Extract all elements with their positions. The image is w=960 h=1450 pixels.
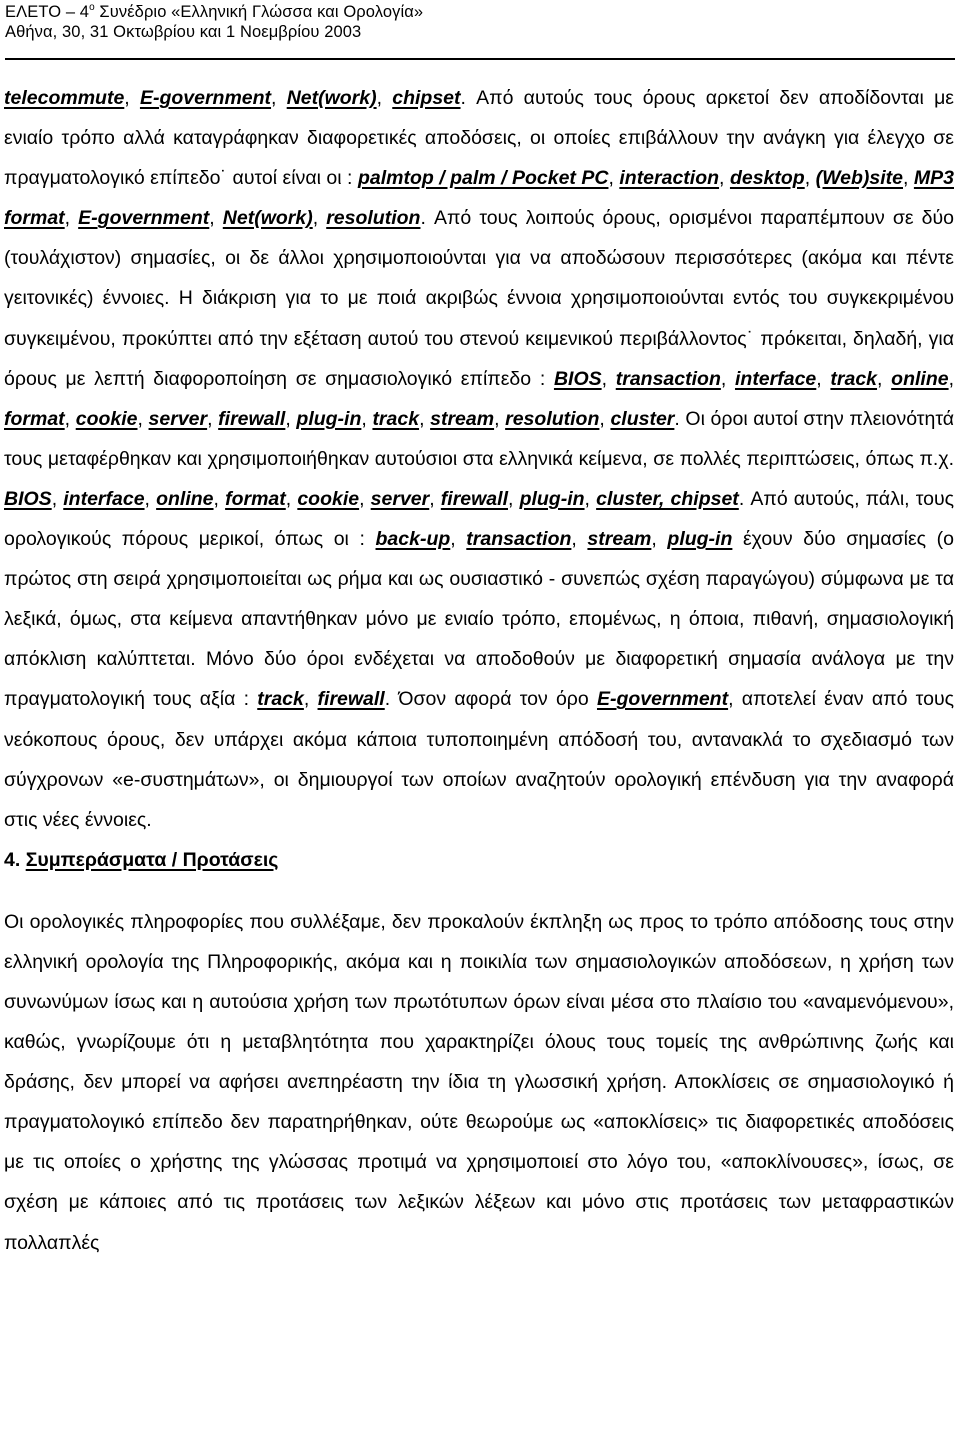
technical-term: transaction	[466, 528, 572, 551]
paragraph-text: ,	[64, 207, 79, 230]
technical-term: BIOS	[4, 487, 52, 510]
technical-term: track	[257, 688, 304, 711]
technical-term: resolution	[326, 207, 421, 230]
technical-term: E-government	[596, 688, 729, 711]
paragraph-text: ,	[361, 407, 373, 430]
paragraph-text: . Από αυτούς, πάλι, τους ορολογικούς πόρους μερικοί, όπως οι :	[4, 487, 955, 551]
technical-term: E-government	[139, 87, 272, 109]
paragraph-text: . Από τους λοιπούς όρους, ορισμένοι παραπέμπουν σε δύο (τουλάχιστον) σημασίες, οι δε άλλοι χρησιμοποιούνται για να αποδώσουν περισσότερες (ακόμα και πέντε γειτονικές) έννοιες. Η διάκριση για το με ποιά ακριβώς έννοια χρησιμοποιούνται εντός του συγκεκριμένου συγκειμένου, προκύπτει από την εξέταση αυτού του στενού κειμενικού περιβάλλοντος˙ πρόκειται, δηλαδή, για όρους με λεπτή διαφοροποίηση σε σημασιολογικό επίπεδο :	[4, 207, 954, 390]
paragraph-text: ,	[124, 87, 140, 109]
technical-term: online	[156, 487, 214, 510]
technical-term: cookie	[297, 487, 360, 510]
technical-term: stream	[430, 407, 495, 430]
conference-date: Αθήνα, 30, 31 Οκτωβρίου και 1 Νοεμβρίου 2003	[5, 23, 362, 41]
paragraph-text: ,	[207, 407, 219, 430]
paragraph-text: ,	[64, 407, 76, 430]
technical-term: interaction	[619, 167, 720, 190]
technical-term: interface	[63, 487, 145, 510]
technical-term: BIOS	[553, 367, 602, 390]
technical-term: server	[370, 487, 430, 510]
paragraph-text: έχουν δύο σημασίες (ο πρώτος στη σειρά χρησιμοποιείται ως ρήμα και ως ουσιαστικό - συνεπώς σχέση παραγώγου) σύμφωνα με τα λεξικά, όμως, στα κείμενα απαντήθηκαν μόνο με ενιαίο τρόπο, επομένως, η όποια, πιθανή, σημασιολογική απόκλιση καλύπτεται. Μόνο δύο όροι ενδέχεται να αποδοθούν με διαφορετική σημασία ανάλογα με την πραγματολογική τους αξία :	[4, 528, 954, 711]
paragraph-conclusions: Οι ορολογικές πληροφορίες που συλλέξαμε, δεν προκαλούν έκπληξη ως προς το τρόπο απόδοσης τους στην ελληνική ορολογία της Πληροφορικής, ακόμα και η ποικιλία των σημασιολογικών αποδόσεων, η χρήση των συνωνύμων ίσως και η αυτούσια χρήση των πρωτότυπων όρων είναι μέσα στο πλαίσιο του «αναμενόμενου», καθώς, γνωρίζουμε ότι η μεταβλητότητα που χαρακτηρίζει όλους τους τομείς της ανθρώπινης ζωής και δράσης, δεν μπορεί να αφήσει ανεπηρέαστη την ίδια τη γλωσσική χρήση. Αποκλίσεις σε σημασιολογικό ή πραγματολογικό επίπεδο δεν παρατηρήθηκαν, ούτε θεωρούμε ως «αποκλίσεις» τις διαφορετικές αποδόσεις με τις οποίες ο χρήστης της γλώσσας προτιμά να χρησιμοποιεί στο λόγο του, «αποκλίνουσες», ίσως, σε σχέση με κάποιες από τις προτάσεις των λεξικών λέξεων και μόνο στις προτάσεις των μεταφραστικών πολλαπλές	[4, 910, 954, 1254]
paragraph-text: ,	[599, 407, 611, 430]
paragraph-text: ,	[719, 167, 730, 190]
technical-term: firewall	[440, 487, 508, 510]
paragraph-text: ,	[144, 487, 157, 510]
technical-term: server	[148, 407, 208, 430]
paragraph-text: ,	[429, 487, 441, 510]
conference-title-start: ΕΛΕΤΟ – 4	[5, 3, 90, 21]
technical-term: telecommute	[4, 87, 125, 109]
technical-term: E-government	[78, 207, 210, 230]
paragraph-text: ,	[51, 487, 64, 510]
technical-term: firewall	[317, 688, 385, 711]
paragraph-text: ,	[312, 207, 327, 230]
technical-term: desktop	[729, 167, 805, 190]
paragraph-text: ,	[903, 167, 914, 190]
technical-term: track	[830, 367, 878, 390]
technical-term: interface	[734, 367, 817, 390]
paragraph-text: ,	[494, 407, 506, 430]
paragraph-text: . Οι όροι αυτοί στην πλειονότητά τους μεταφέρθηκαν και χρησιμοποιήθηκαν αυτούσιοι στα ελληνικά κείμενα, σε πολλές περιπτώσεις, όπως π.χ.	[4, 407, 955, 470]
paragraph-text: ,	[359, 487, 371, 510]
technical-term: cluster, chipset	[596, 487, 739, 510]
technical-term: track	[372, 407, 420, 430]
paragraph-text: ,	[720, 367, 735, 390]
paragraph-text: ,	[376, 87, 393, 109]
paragraph-text: . Όσον αφορά τον όρο	[384, 688, 597, 711]
ordinal-superscript: ο	[89, 2, 95, 13]
technical-term: palmtop / palm / Pocket PC	[357, 167, 609, 190]
technical-term: format	[225, 487, 286, 510]
technical-term: transaction	[615, 367, 721, 390]
paragraph-text: ,	[285, 407, 297, 430]
technical-term: firewall	[218, 407, 286, 430]
paragraph-terms-analysis	[4, 78, 954, 840]
technical-term: online	[891, 367, 949, 390]
paragraph-text: . Από αυτούς τους όρους αρκετοί δεν αποδίδονται με ενιαίο τρόπο αλλά καταγράφηκαν διαφορετικές αποδόσεις, οι οποίες επιβάλλουν την ανάγκη για έλεγχο σε πραγματολογικό επίπεδο˙ αυτοί είναι οι :	[4, 87, 955, 190]
paragraph-text: ,	[584, 487, 597, 510]
document-body	[4, 78, 954, 1263]
technical-term: plug-in	[667, 528, 733, 551]
paragraph-text: ,	[209, 207, 223, 230]
technical-term: back-up	[375, 528, 451, 551]
paragraph-text: ,	[213, 487, 226, 510]
technical-term: (Web)site	[815, 167, 903, 190]
technical-term: stream	[587, 528, 652, 551]
paragraph-text: ,	[877, 367, 892, 390]
section-title: Συμπεράσματα / Προτάσεις	[25, 848, 279, 871]
paragraph-text: ,	[571, 528, 588, 551]
technical-term: cluster	[610, 407, 675, 430]
technical-term: resolution	[505, 407, 600, 430]
paragraph-text: ,	[816, 367, 831, 390]
paragraph-text: ,	[303, 688, 318, 711]
paragraph-text: ,	[651, 528, 668, 551]
conference-title	[5, 2, 955, 22]
technical-term: format	[4, 407, 65, 430]
paragraph-text: ,	[285, 487, 298, 510]
paragraph-spacing	[4, 880, 954, 902]
page-header	[5, 2, 955, 60]
paragraph-text: ,	[419, 407, 431, 430]
paragraph-text: ,	[450, 528, 467, 551]
technical-term: plug-in	[296, 407, 362, 430]
technical-term: cookie	[75, 407, 138, 430]
technical-term: plug-in	[519, 487, 585, 510]
technical-term: Net(work)	[222, 207, 313, 230]
paragraph-text: ,	[804, 167, 816, 190]
technical-term: MP3 format	[4, 167, 954, 230]
technical-term: chipset	[392, 87, 461, 109]
paragraph-text: ,	[271, 87, 287, 109]
paragraph-text: ,	[508, 487, 520, 510]
section-number: 4.	[4, 848, 26, 871]
section-heading	[4, 840, 954, 880]
paragraph-text: ,	[601, 367, 616, 390]
paragraph-text: ,	[608, 167, 620, 190]
paragraph-text: ,	[137, 407, 149, 430]
paragraph-text: , αποτελεί έναν από τους νεόκοπους όρους, δεν υπάρχει ακόμα κάποια τυποποιημένη απόδοσή του, αντανακλά το σχεδιασμό των σύγχρονων «e-συστημάτων», οι δημιουργοί των οποίων αναζητούν ορολογική επένδυση για την αναφορά στις νέες έννοιες.	[4, 688, 955, 831]
conference-title-end: Συνέδριο «Ελληνική Γλώσσα και Ορολογία»	[94, 3, 424, 21]
paragraph-text: ,	[948, 367, 954, 390]
technical-term: Net(work)	[286, 87, 377, 109]
